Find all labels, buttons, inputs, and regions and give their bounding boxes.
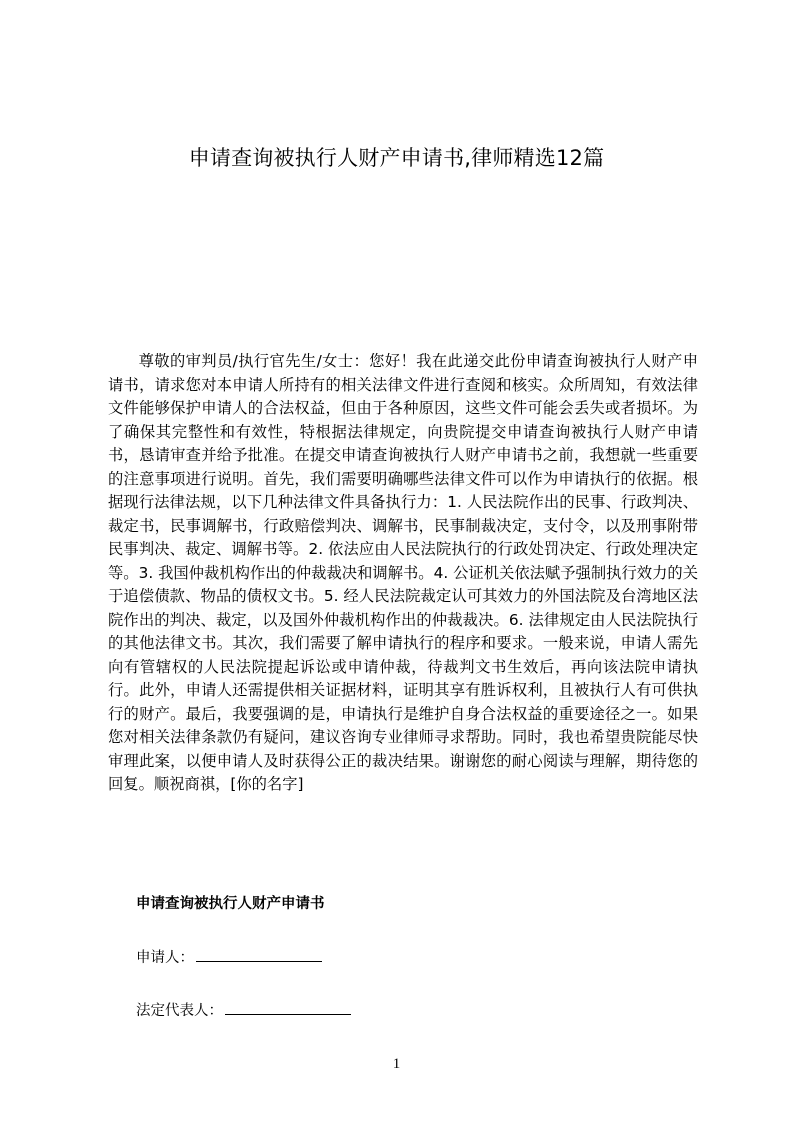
- applicant-blank-line: [196, 947, 322, 962]
- form-section-heading: 申请查询被执行人财产申请书: [136, 896, 325, 912]
- legal-representative-blank-line: [225, 1000, 351, 1015]
- page-number: 1: [392, 1056, 401, 1072]
- legal-representative-label: 法定代表人：: [136, 1003, 223, 1019]
- document-body-paragraph: 尊敬的审判员/执行官先生/女士：您好！我在此递交此份申请查询被执行人财产申请书，请求您对本申请人所持有的相关法律文件进行查阅和核实。众所周知，有效法律文件能够保护申请人的合法权益，但由于各种原因，这些文件可能会丢失或者损坏。为了确保其完整性和有效性，特根据法律规定，向贵院提交申请查询被执行人财产申请书，恳请审查并给予批准。在提交申请查询被执行人财产申请书之前，我想就一些重要的注意事项进行说明。首先，我们需要明确哪些法律文件可以作为申请执行的依据。根据现行法律法规，以下几种法律文件具备执行力：1. 人民法院作出的民事、行政判决、裁定书，民事调解书，行政赔偿判决、调解书，民事制裁决定，支付令，以及刑事附带民事判决、裁定、调解书等。2. 依法应由人民法院执行的行政处罚决定、行政处理决定等。3. 我国仲裁机构作出的仲裁裁决和调解书。4. 公证机关依法赋予强制执行效力的关于追偿债款、物品的债权文书。5. 经人民法院裁定认可其效力的外国法院及台湾地区法院作出的判决、裁定，以及国外仲裁机构作出的仲裁裁决。6. 法律规定由人民法院执行的其他法律文书。其次，我们需要了解申请执行的程序和要求。一般来说，申请人需先向有管辖权的人民法院提起诉讼或申请仲裁，待裁判文书生效后，再向该法院申请执行。此外，申请人还需提供相关证据材料，证明其享有胜诉权利，且被执行人有可供执行的财产。最后，我要强调的是，申请执行是维护自身合法权益的重要途径之一。如果您对相关法律条款仍有疑问，建议咨询专业律师寻求帮助。同时，我也希望贵院能尽快审理此案，以便申请人及时获得公正的裁决结果。谢谢您的耐心阅读与理解，期待您的回复。顺祝商祺，[你的名字]: [108, 352, 698, 793]
- legal-representative-field: [136, 1000, 351, 1022]
- applicant-label: 申请人：: [136, 950, 194, 966]
- document-title: 申请查询被执行人财产申请书,律师精选12篇: [188, 146, 605, 170]
- applicant-field: [136, 947, 322, 969]
